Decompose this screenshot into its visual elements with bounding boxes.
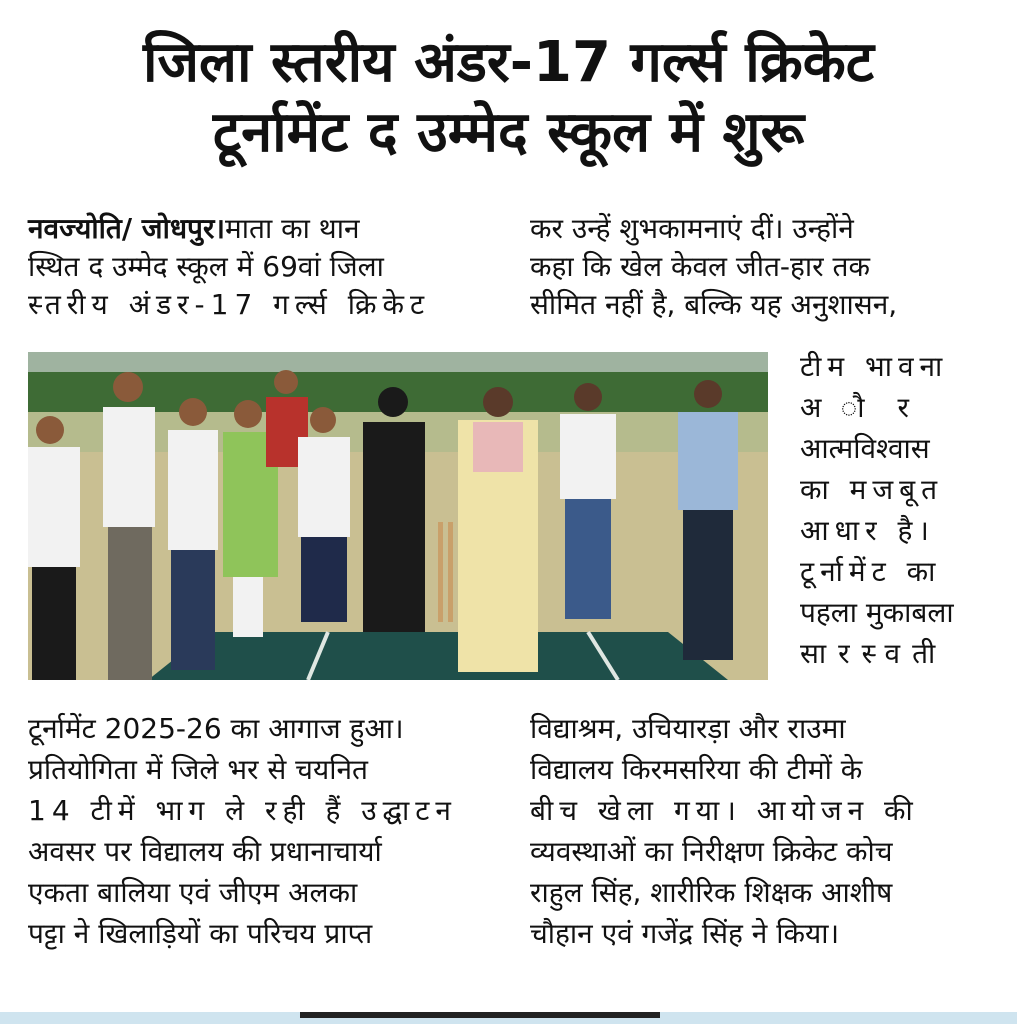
article-line: राहुल सिंह, शारीरिक शिक्षक आशीष <box>530 876 893 909</box>
article-line: एकता बालिया एवं जीएम अलका <box>28 876 358 909</box>
cut-off-headline <box>300 1012 660 1018</box>
article-line: पट्टा ने खिलाड़ियों का परिचय प्राप्त <box>28 917 373 950</box>
article-line: टीम भावना <box>800 350 949 383</box>
person-2 <box>103 372 155 680</box>
article-line: टूर्नामेंट का <box>800 555 942 588</box>
article-line: पहला मुकाबला <box>800 596 954 629</box>
article-line: सीमित नहीं है, बल्कि यह अनुशासन, <box>530 288 898 321</box>
photo-stump <box>448 522 453 622</box>
photo-illustration <box>28 352 768 680</box>
news-photo <box>28 352 768 680</box>
article-text: माता का थान <box>225 212 360 245</box>
headline <box>0 28 1017 168</box>
article-column-1-top <box>28 210 498 324</box>
dateline: नवज्योति/ जोधपुर। <box>28 212 226 245</box>
article-line: 14 टीमें भाग ले रही हैं उद्घाटन <box>28 794 457 827</box>
article-line: टूर्नामेंट 2025-26 का आगाज हुआ। <box>28 712 404 745</box>
article-column-1-bottom <box>28 708 498 954</box>
article-line: व्यवस्थाओं का निरीक्षण क्रिकेट कोच <box>530 835 893 868</box>
article-line: कहा कि खेल केवल जीत-हार तक <box>530 250 870 283</box>
person-10 <box>678 380 738 660</box>
person-7 <box>363 387 425 632</box>
person-3 <box>168 398 218 670</box>
article-line: बीच खेला गया। आयोजन की <box>530 794 919 827</box>
headline-line-2: टूर्नामेंट द उम्मेद स्कूल में शुरू <box>212 100 805 165</box>
article-line: आधार है। <box>800 514 935 547</box>
headline-line-1: जिला स्तरीय अंडर-17 गर्ल्स क्रिकेट <box>143 30 874 95</box>
photo-stump <box>438 522 443 622</box>
article-line: आत्मविश्वास <box>800 432 930 465</box>
article-line: स्थित द उम्मेद स्कूल में 69वां जिला <box>28 250 384 283</box>
article-line: अ ौ र <box>800 391 921 424</box>
next-article-strip <box>0 1012 1017 1024</box>
person-9 <box>560 383 616 619</box>
article-line <box>28 210 498 248</box>
article-line: विद्यालय किरमसरिया की टीमों के <box>530 753 863 786</box>
photo-pitch <box>148 632 728 680</box>
person-6 <box>298 407 350 622</box>
article-line: अवसर पर विद्यालय की प्रधानाचार्या <box>28 835 382 868</box>
article-line: कर उन्हें शुभकामनाएं दीं। उन्होंने <box>530 212 854 245</box>
person-1 <box>28 416 80 680</box>
article-line: विद्याश्रम, उचियारड़ा और राउमा <box>530 712 846 745</box>
article-line: स्तरीय अंडर-17 गर्ल्स क्रिकेट <box>28 288 431 321</box>
article-line: चौहान एवं गजेंद्र सिंह ने किया। <box>530 917 840 950</box>
article-column-2-side <box>800 346 990 674</box>
article-column-2-bottom <box>530 708 990 954</box>
article-line: का मजबूत <box>800 473 944 506</box>
article-line: प्रतियोगिता में जिले भर से चयनित <box>28 753 368 786</box>
article-line: सारस्वती <box>800 637 948 670</box>
article-column-2-top <box>530 210 990 324</box>
person-8 <box>458 387 538 672</box>
